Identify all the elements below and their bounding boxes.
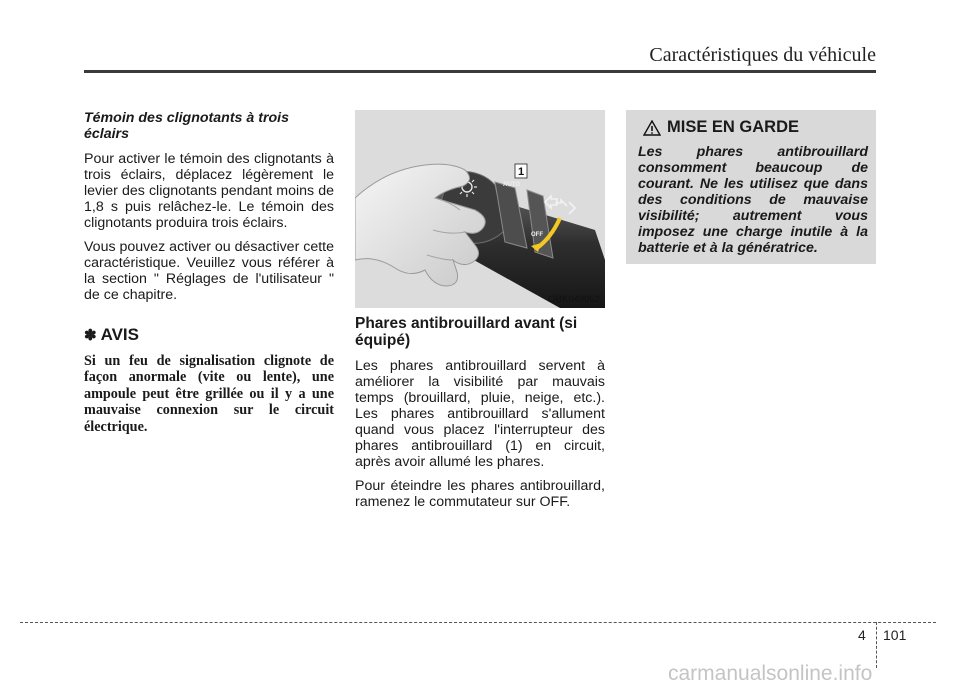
chapter-number: 4 <box>858 627 866 643</box>
footer-dashed-divider <box>876 622 877 668</box>
paragraph-fog-lights-1: Les phares antibrouillard servent à améliorer la visibilité par mauvais temps (brouillard, pluie, neige, etc.). Les phares antibrouillard s'allument quand vous placez l'interrupteur des phares antibrouillard (1) en circuit, après avoir allumé les phares. <box>355 358 605 470</box>
callout-1: 1 <box>518 166 525 178</box>
page-header-title: Caractéristiques du véhicule <box>649 44 876 66</box>
subheading-three-blink: Témoin des clignotants à trois éclairs <box>84 110 289 142</box>
figure-code: OBK049052 <box>548 294 600 305</box>
warning-box <box>626 110 876 264</box>
page-number: 101 <box>883 627 907 643</box>
section-heading-fog-lights: Phares antibrouillard avant (si équipé) <box>355 315 578 349</box>
paragraph-three-blink-1: Pour activer le témoin des clignotants à trois éclairs, déplacez légèrement le levier des clignotants pendant moins de 1,8 s puis relâchez-le. Le témoin des clignotants produira trois éclairs. <box>84 151 334 231</box>
warning-title: MISE EN GARDE <box>667 118 800 136</box>
warning-body: Les phares antibrouillard consomment beaucoup de courant. Ne les utilisez que dans des conditions de mauvaise visibilité; autrement vous imposez une charge inutile à la batterie et à la génératrice. <box>638 144 868 256</box>
label-auto: AUTO <box>503 182 520 188</box>
paragraph-three-blink-2: Vous pouvez activer ou désactiver cette caractéristique. Veuillez vous référer à la section " Réglages de l'utilisateur " de ce chapitre. <box>84 239 334 303</box>
header-rule <box>84 70 876 73</box>
left-column <box>84 110 334 435</box>
paragraph-fog-lights-2: Pour éteindre les phares antibrouillard, ramenez le commutateur sur OFF. <box>355 478 605 510</box>
fog-light-switch-figure <box>355 110 605 308</box>
notice-heading <box>84 325 334 345</box>
label-off: OFF <box>531 232 543 238</box>
notice-title: AVIS <box>100 325 139 344</box>
notice-body: Si un feu de signalisation clignote de façon anormale (vite ou lente), une ampoule peut être grillée ou il y a une mauvaise connexion sur le circuit électrique. <box>84 353 334 435</box>
right-column <box>626 110 876 264</box>
watermark-text: carmanualsonline.info <box>668 662 873 685</box>
middle-column <box>355 110 605 518</box>
footer-dashed-rule <box>20 622 936 623</box>
warning-heading <box>643 118 868 137</box>
hand-on-lever-illustration <box>355 110 605 308</box>
asterisk-icon: ✽ <box>84 327 97 344</box>
warning-triangle-icon <box>643 120 661 136</box>
